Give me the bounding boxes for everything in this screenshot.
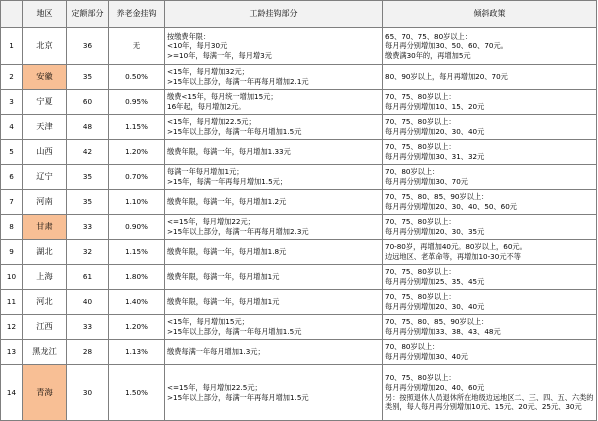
tilt-policy-cell: 70、75、80岁以上： 每月再分别增加30、31、32元 (383, 140, 597, 165)
row-number: 2 (1, 65, 23, 90)
row-number: 14 (1, 365, 23, 421)
fixed-amount-cell: 60 (67, 90, 109, 115)
header-index (1, 1, 23, 28)
table-row (1, 140, 597, 165)
header-row (1, 1, 597, 28)
seniority-cell: <15年，每月增加22.5元； >15年以上部分，每满一年每月增加1.5元 (165, 115, 383, 140)
pension-link-cell: 1.80% (109, 265, 165, 290)
region-cell: 上海 (23, 265, 67, 290)
fixed-amount-cell: 33 (67, 215, 109, 240)
table-row (1, 65, 597, 90)
region-cell: 天津 (23, 115, 67, 140)
pension-link-cell: 1.15% (109, 240, 165, 265)
tilt-policy-cell: 70、80岁以上： 每月再分别增加30、70元 (383, 165, 597, 190)
table-row (1, 265, 597, 290)
row-number: 6 (1, 165, 23, 190)
region-cell: 江西 (23, 315, 67, 340)
region-cell: 北京 (23, 28, 67, 65)
pension-link-cell: 0.70% (109, 165, 165, 190)
fixed-amount-cell: 33 (67, 315, 109, 340)
seniority-cell: 缴费年限，每满一年，每月增加1.8元 (165, 240, 383, 265)
region-cell-highlighted: 青海 (23, 365, 67, 421)
seniority-cell: 缴费年限，每满一年，每月增加1.2元 (165, 190, 383, 215)
pension-link-cell: 0.50% (109, 65, 165, 90)
tilt-policy-cell: 70、75、80岁以上： 每月再分别增加10、15、20元 (383, 90, 597, 115)
header-region: 地区 (23, 1, 67, 28)
region-cell: 河北 (23, 290, 67, 315)
seniority-cell: <15年，每月增加15元； >15年以上部分，每满一年每月增加1.5元 (165, 315, 383, 340)
pension-link-cell: 无 (109, 28, 165, 65)
seniority-cell: <=15年，每月增加22.5元； >15年以上部分，每满一年再每月增加1.5元 (165, 365, 383, 421)
tilt-policy-cell: 80、90岁以上，每月再增加20、70元 (383, 65, 597, 90)
table-row (1, 365, 597, 421)
fixed-amount-cell: 42 (67, 140, 109, 165)
header-fixed: 定额部分 (67, 1, 109, 28)
tilt-policy-cell: 65、70、75、80岁以上： 每月再分别增加30、50、60、70元。 缴费满30年的，再增加5元 (383, 28, 597, 65)
fixed-amount-cell: 30 (67, 365, 109, 421)
tilt-policy-cell: 70、75、80、85、90岁以上： 每月再分别增加33、38、43、48元 (383, 315, 597, 340)
pension-link-cell: 0.90% (109, 215, 165, 240)
table-row (1, 315, 597, 340)
header-seniority: 工龄挂钩部分 (165, 1, 383, 28)
tilt-policy-cell: 70、75、80岁以上： 每月再分别增加20、30、35元 (383, 215, 597, 240)
header-pension: 养老金挂钩 (109, 1, 165, 28)
pension-link-cell: 0.95% (109, 90, 165, 115)
table-row (1, 90, 597, 115)
seniority-cell: 按缴费年限： <10年，每月30元 >=10年，每满一年，每月增3元 (165, 28, 383, 65)
tilt-policy-cell: 70、75、80岁以上： 每月再分别增加20、40、60元 另：按照退休人员退休所在地级边远地区二、三、四、五、六类的类别，每人每月再分别增加10元、15元、20元、25元、30元 (383, 365, 597, 421)
row-number: 5 (1, 140, 23, 165)
tilt-policy-cell: 70-80岁，再增加40元。80岁以上，60元。 边远地区、老革命等，再增加10-30元不等 (383, 240, 597, 265)
row-number: 8 (1, 215, 23, 240)
table-row (1, 190, 597, 215)
fixed-amount-cell: 40 (67, 290, 109, 315)
header-tilt: 倾斜政策 (383, 1, 597, 28)
table-row (1, 240, 597, 265)
pension-link-cell: 1.20% (109, 140, 165, 165)
seniority-cell: <15年，每月增加32元； >15年以上部分，每满一年再每月增加2.1元 (165, 65, 383, 90)
pension-link-cell: 1.15% (109, 115, 165, 140)
row-number: 7 (1, 190, 23, 215)
pension-link-cell: 1.10% (109, 190, 165, 215)
pension-link-cell: 1.50% (109, 365, 165, 421)
tilt-policy-cell: 70、80岁以上： 每月再分别增加30、40元 (383, 340, 597, 365)
fixed-amount-cell: 36 (67, 28, 109, 65)
seniority-cell: 每满一年每月增加1元； >15年，每满一年再每月增加1.5元； (165, 165, 383, 190)
fixed-amount-cell: 35 (67, 65, 109, 90)
region-cell-highlighted: 安徽 (23, 65, 67, 90)
table-row (1, 340, 597, 365)
region-cell-highlighted: 甘肃 (23, 215, 67, 240)
region-cell: 辽宁 (23, 165, 67, 190)
row-number: 1 (1, 28, 23, 65)
pension-link-cell: 1.13% (109, 340, 165, 365)
table-row (1, 290, 597, 315)
fixed-amount-cell: 35 (67, 165, 109, 190)
table-row (1, 165, 597, 190)
table-row (1, 215, 597, 240)
row-number: 11 (1, 290, 23, 315)
fixed-amount-cell: 35 (67, 190, 109, 215)
row-number: 4 (1, 115, 23, 140)
seniority-cell: 缴费<15年，每月统一增加15元； 16年起，每月增加2元。 (165, 90, 383, 115)
seniority-cell: 缴费年限，每满一年，每月增加1元 (165, 290, 383, 315)
row-number: 12 (1, 315, 23, 340)
fixed-amount-cell: 32 (67, 240, 109, 265)
tilt-policy-cell: 70、75、80岁以上： 每月再分别增加20、30、40元 (383, 115, 597, 140)
tilt-policy-cell: 70、75、80岁以上： 每月再分别增加20、30、40元 (383, 290, 597, 315)
table-row (1, 115, 597, 140)
row-number: 3 (1, 90, 23, 115)
region-cell: 宁夏 (23, 90, 67, 115)
row-number: 13 (1, 340, 23, 365)
pension-link-cell: 1.40% (109, 290, 165, 315)
seniority-cell: 缴费年限，每满一年，每月增加1.33元 (165, 140, 383, 165)
region-cell: 湖北 (23, 240, 67, 265)
table-row (1, 28, 597, 65)
tilt-policy-cell: 70、75、80岁以上： 每月再分别增加25、35、45元 (383, 265, 597, 290)
seniority-cell: 缴费年限，每满一年，每月增加1元 (165, 265, 383, 290)
region-cell: 黑龙江 (23, 340, 67, 365)
region-cell: 河南 (23, 190, 67, 215)
tilt-policy-cell: 70、75、80、85、90岁以上： 每月再分别增加20、30、40、50、60元 (383, 190, 597, 215)
region-cell: 山西 (23, 140, 67, 165)
fixed-amount-cell: 48 (67, 115, 109, 140)
fixed-amount-cell: 61 (67, 265, 109, 290)
row-number: 10 (1, 265, 23, 290)
seniority-cell: <=15年，每月增加22元； >15年以上部分，每满一年再每月增加2.3元 (165, 215, 383, 240)
seniority-cell: 缴费每满一年每月增加1.3元； (165, 340, 383, 365)
pension-link-cell: 1.20% (109, 315, 165, 340)
row-number: 9 (1, 240, 23, 265)
fixed-amount-cell: 28 (67, 340, 109, 365)
